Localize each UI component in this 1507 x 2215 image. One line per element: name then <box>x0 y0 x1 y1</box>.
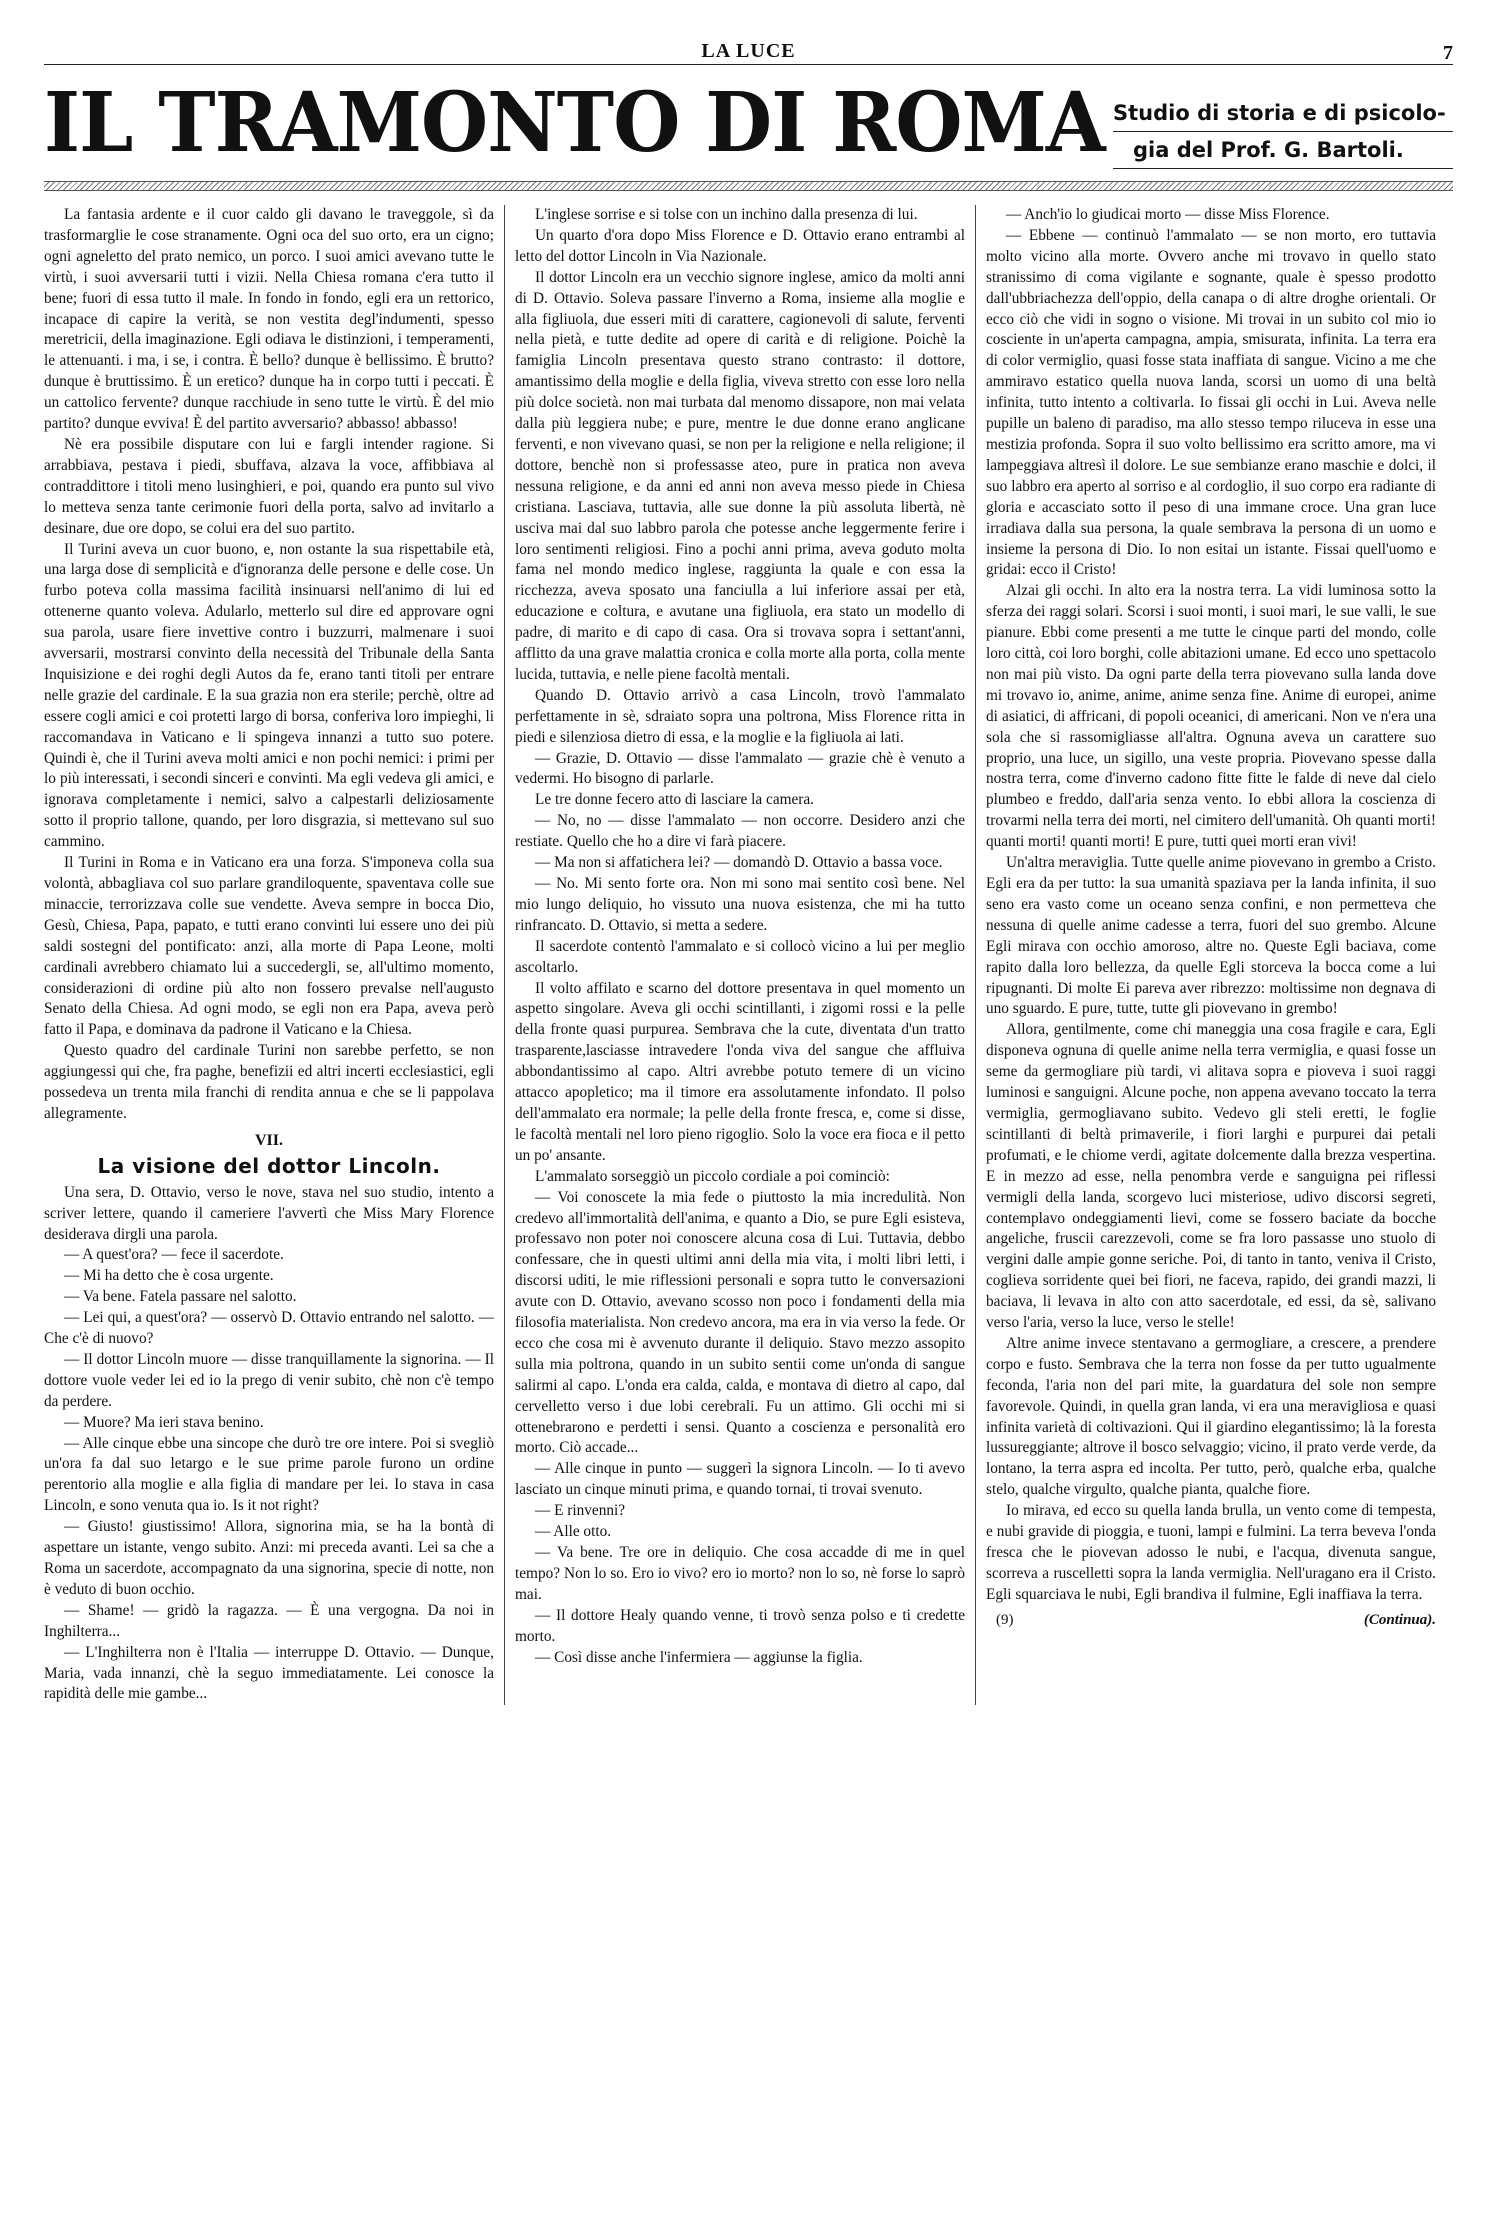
paragraph: Il dottor Lincoln era un vecchio signore inglese, amico da molti anni di D. Ottavio. Soleva passare l'inverno a Roma, insieme alla moglie e alla figliuola, due esseri miti di carattere, cagionevoli di salute, ferventi nella pietà, e tutte dedite ad opere di carità e di religione. Poichè la famiglia Lincoln presentava questo strano contrasto: il dottore, amantissimo della moglie e della figlia, viveva stretto con esse loro nella più dolce società. non mai turbata dal menomo dissapore, non mai velata dalla più leggiera nube; e pure, mentre le due donne erano anglicane ferventi, e non vivevano quasi, se non per la religione e nella religione; il dottore, benchè non si professasse ateo, pure in pratica non aveva nessuna religione, e da anni ed anni non aveva messo piede in Chiesa cristiana. Lasciava, tuttavia, alle sue donne la più assoluta libertà, nè usciva mai dal suo labbro parola che potesse anche leggermente ferire i loro sentimenti religiosi. Fino a pochi anni prima, aveva goduto molta fama nel mondo medico inglese, raggiunta la quale e con essa la ricchezza, aveva sposato una fanciulla a lui inferiore assai per età, educazione e coltura, e avutane una figliuola, era stato un modello di padre, di marito e di capo di casa. Ora si trovava sopra i settant'anni, afflitto da una grave malattia cronica e colla morte alla porta, colla mente lucida, tuttavia, e nelle piene facoltà mentali. <box>515 268 965 683</box>
paragraph: — Alle cinque ebbe una sincope che durò tre ore intere. Poi si svegliò un'ora fa dal suo letargo e le sue prime parole furono un ordine perentorio alla moglie e alla figlia di mandare per lei. Io stava in casa Lincoln, e sono venuta qua io. Is it not right? <box>44 1434 494 1515</box>
column-3 <box>986 205 1436 1705</box>
paragraph: — Muore? Ma ieri stava benino. <box>64 1413 264 1431</box>
paragraph: — No, no — disse l'ammalato — non occorre. Desidero anzi che restiate. Quello che ho a dire vi farà piacere. <box>515 812 965 851</box>
paragraph: Un quarto d'ora dopo Miss Florence e D. Ottavio erano entrambi al letto del dottor Lincoln in Via Nazionale. <box>515 226 965 265</box>
paragraph: — Va bene. Tre ore in deliquio. Che cosa accadde di me in quel tempo? Non lo so. Ero io vivo? ero io morto? non lo so, nè forse lo saprò mai. <box>515 1544 965 1603</box>
paragraph: Il volto affilato e scarno del dottore presentava in quel momento un aspetto singolare. Aveva gli occhi scintillanti, i zigomi rossi e la pelle della fronte quasi purpurea. Sembrava che la cute, diventata d'un tratto trasparente,lasciasse intravedere l'onda viva del sangue che affluiva abbondantissimo al capo. Altri avrebbe potuto temere di un vicino attacco apopletico; ma il timore era assolutamente infondato. Il polso dell'ammalato era normale; la pelle della fronte fresca, e, come si disse, le facoltà mentali nel loro pieno rigoglio. Solo la voce era fioca e il petto un po' ansante. <box>515 979 965 1164</box>
continued-notice: (Continua). <box>1363 1611 1436 1628</box>
paragraph: — Va bene. Fatela passare nel salotto. <box>64 1288 297 1306</box>
column-divider <box>975 205 976 1705</box>
paragraph: Nè era possibile disputare con lui e fargli intender ragione. Si arrabbiava, pestava i piedi, sbuffava, alzava la voce, affibbiava al contraddittore i titoli meno lusinghieri, e poi, quando era punto sul vivo lo metteva senza tante cerimonie fuori della porta, salvo ad invitarlo a desinare, due ore dopo, se colui era del suo partito. <box>44 435 494 537</box>
paragraph: Una sera, D. Ottavio, verso le nove, stava nel suo studio, intento a scriver lettere, quando il cameriere l'avvertì che Miss Mary Florence desiderava dirgli una parola. <box>44 1183 494 1243</box>
head-rule <box>44 64 1453 65</box>
paragraph: — Giusto! giustissimo! Allora, signorina mia, se ha la bontà di aspettare un istante, vengo subito. Anzi: mi preceda avanti. Lei sa che a Roma un sacerdote, accompagnato da una signorina, specie di notte, non è veduto di buon occhio. <box>44 1518 494 1598</box>
paragraph: — L'Inghilterra non è l'Italia — interruppe D. Ottavio. — Dunque, Maria, vada innanzi, chè la seguo immediatamente. Lei conosce la rapidità delle mie gambe... <box>44 1643 494 1703</box>
paragraph: — No. Mi sento forte ora. Non mi sono mai sentito così bene. Nel mio lungo deliquio, ho vissuto una nuova esistenza, che mi ha tutto rinfrancato. D. Ottavio, si metta a sedere. <box>515 875 965 934</box>
subtitle-line-1: Studio di storia e di psicolo- <box>1113 95 1453 132</box>
column-divider <box>504 205 505 1705</box>
paragraph: — Alle cinque in punto — suggerì la signora Lincoln. — Io ti avevo lasciato un cinque minuti prima, e quando tornai, ti trovai svenuto. <box>515 1460 965 1499</box>
paragraph: La fantasia ardente e il cuor caldo gli davano le traveggole, sì da trasformarglie le cose stranamente. Ogni oca del suo orto, era un cigno; ogni agneletto del prato nemico, un porco. I suoi amici avevano tutte le virtù, i suoi avversarii tutti i vizii. Nella Chiesa romana c'era tutto il bene; fuori di essa tutto il male. In fondo in fondo, egli era un rettorico, incapace di capire la verità, se non vestita degl'indumenti, spesso meretricii, della imaginazione. Egli odiava le distinzioni, i temperamenti, le attenuanti. i ma, i se, i contra. È bello? dunque è bellissimo. È brutto? dunque è bruttissimo. È un eretico? dunque ha in corpo tutti i peccati. È un cattolico fervente? dunque racchiude in seno tutte le virtù. È del mio partito? dunque evviva! È del partito avversario? abbasso! abbasso! <box>44 206 494 433</box>
paragraph: Le tre donne fecero atto di lasciare la camera. <box>535 791 815 809</box>
article-columns <box>44 205 1453 1705</box>
paragraph: — Alle otto. <box>535 1523 612 1541</box>
paragraph: — Anch'io lo giudicai morto — disse Miss Florence. <box>1006 206 1330 223</box>
paragraph: — Ma non si affatichera lei? — domandò D. Ottavio a bassa voce. <box>535 854 943 872</box>
subtitle-line-2: gia del Prof. G. Bartoli. <box>1113 132 1453 169</box>
paragraph: L'inglese sorrise e si tolse con un inchino dalla presenza di lui. <box>535 206 918 223</box>
article-subtitle <box>1113 95 1453 169</box>
paragraph: — Grazie, D. Ottavio — disse l'ammalato — grazie chè è venuto a vedermi. Ho bisogno di parlarle. <box>515 749 965 788</box>
section-number: VII. <box>254 1131 283 1149</box>
paragraph: Un'altra meraviglia. Tutte quelle anime piovevano in grembo a Cristo. Egli era da per tutto: la sua umanità spaziava per la landa infinita, il suo seno era vasto come un oceano senza confini, e non permetteva che nessuna di quelle anime cadesse a terra, fuori del suo grembo. Alcune Egli mirava con occhio amoroso, altre no. Queste Egli baciava, come rapito dalla loro bellezza, da quelle Egli storceva la bocca come a lui ripugnanti. Di molte Ei pareva aver ribrezzo: moltissime non degnava di uno sguardo. E pure, tutte, tutte gli piovevano in grembo! <box>986 854 1436 1018</box>
paragraph: Il Turini in Roma e in Vaticano era una forza. S'imponeva colla sua volontà, abbagliava col suo parlare grandiloquente, spaventava colle sue minaccie, terrorizzava colle sue vendette. Aveva sempre in bocca Dio, Gesù, Chiesa, Papa, papato, e tutti erano convinti lui essere uno dei più saldi sostegni del pontificato: anzi, alla morte di Papa Leone, molti cardinali avrebbero chiamato lui a succedergli, se, all'ultimo momento, considerazioni di ordine più alto non fossero prevalse nell'augusto Senato della Chiesa. Ad ogni modo, se egli non era Papa, aveva però fatto il Papa, e dominava da padrone il Vaticano e la Chiesa. <box>44 854 494 1039</box>
column-1 <box>44 205 494 1705</box>
paragraph: L'ammalato sorseggiò un piccolo cordiale a poi cominciò: <box>535 1167 890 1185</box>
paragraph: Alzai gli occhi. In alto era la nostra terra. La vidi luminosa sotto la sferza dei raggi solari. Scorsi i suoi monti, i suoi mari, le sue valli, le sue pianure. Ebbi come presenti a me tutte le cinque parti del mondo, colle loro città, coi loro borghi, colle abitazioni umane. Ed ecco uno spettacolo non mai più visto. Da ogni parte della terra piovevano sulla landa dove mi trovavo io, anime, anime, anime senza fine. Anime di europei, anime di asiatici, di affricani, di popoli oceanici, di americani. Non ve n'era una sola che si rassomigliasse all'altra. Ognuna aveva un carattere suo proprio, una luce, un sigillo, una veste propria. Piovevano spesse dalla nostra terra, come d'inverno cadono fitte fitte le falde di neve dal cielo plumbeo e freddo, dall'aria senza vento. Io ebbi allora la coscienza di trovarmi nella terra dei morti, nel cimitero dell'umanità. Oh quanti morti! quanti morti! quanti morti! E pure, tutti quei morti eran vivi! <box>986 582 1436 851</box>
paragraph: — A quest'ora? — fece il sacerdote. <box>64 1246 284 1264</box>
paragraph: — Mi ha detto che è cosa urgente. <box>64 1267 274 1285</box>
paragraph: — Il dottor Lincoln muore — disse tranquillamente la signorina. — Il dottore vuole veder lei ed io la prego di venir subito, chè non c'è tempo da perdere. <box>44 1350 494 1410</box>
paragraph: — Ebbene — continuò l'ammalato — se non morto, ero tuttavia molto vicino alla morte. Ovvero anche mi trovavo in quello stato stranissimo di coma vigilante e sognante, quale è spesso prodotto dall'ubbriachezza dell'oppio, della canapa o di altre droghe orientali. Or ecco ciò che vidi in sogno o visione. Mi trovai in un subito col mio io cosciente in un'aperta campagna, ampia, smisurata, infinita. La terra era di color vermiglio, quasi fosse stata inaffiata di sangue. Vicino a me che ammiravo estatico quella nuova landa, scorsi un uomo di una beltà infinita, tutto intento a coltivarla. Io fissai gli occhi in Lui. Aveva nelle pupille un baleno di paradiso, ma allo stesso tempo riluceva in esse una mestizia profonda. Sopra il suo volto bellissimo era scritto amore, ma vi lampeggiava altresì il dolore. Le sue sembianze erano maschie e dolci, il suo labbro era aperto al sorriso e al cordoglio, il suo corpo era radiante di gloria e accasciato sotto il peso di una immane croce. Una gran luce irradiava dalla sua persona, la quale sembrava la persona di un uomo e insieme la persona di Dio. Io non esitai un istante. Fissai quell'uomo e gridai: ecco il Cristo! <box>986 226 1436 579</box>
section-title: La visione del dottor Lincoln. <box>97 1153 441 1178</box>
paragraph: Questo quadro del cardinale Turini non sarebbe perfetto, se non aggiungessi qui che, fra paghe, benefizii ed altri incerti ecclesiastici, egli possedeva un trenta mila franchi di rendita annua e che se li pappolava allegramente. <box>44 1042 494 1122</box>
paragraph: Altre anime invece stentavano a germogliare, a crescere, a prendere corpo e fusto. Sembrava che la terra non fosse da per tutto ugualmente feconda, l'aria non del pari mite, la guardatura del sole non sempre favorevole. Quindi, in quella gran landa, vi era una meravigliosa e quasi infinita varietà di coltivazioni. Qui il giardino elegantissimo; là la foresta lussureggiante; altrove il bosco selvaggio; vicino, il prato verde verde, da lontano, la terra aspra ed incolta. Per tutto, però, qualche erba, qualche stelo, qualche virgulto, qualche pianta, qualche fiore. <box>986 1334 1436 1499</box>
paragraph: Allora, gentilmente, come chi maneggia una cosa fragile e cara, Egli disponeva ognuna di quelle anime nella terra vermiglia, e quasi fosse un seme da germogliare più tardi, vi alitava sopra e pioveva i suoi raggi luminosi e sanguigni. Alcune poche, non appena avevano toccato la terra vermiglia, germogliavano subito. Vedevo gli steli eretti, le foglie scintillanti di beltà primaverile, i fiori larghi e purpurei dai petali profumati, e le chiome verdi, agitate dolcemente dalla brezza vespertina. E in mezzo ad esse, nella penombra verde e sanguigna pei riflessi vermigli della landa, scorgevo luci misteriose, udivo discorsi segreti, contemplavo ondeggiamenti lievi, come se fossero baciate da bocche angeliche, fruscii carezzevoli, come se fra loro passasse uno stuolo di vergini dalle ampie gonne seriche. Poi, di tanto in tanto, veniva il Cristo, coglieva sorridente quei bei fiori, ne faceva, rapido, dei grandi mazzi, li baciava, li levava in alto con atto sacerdotale, ed essi, da sè, salivano verso l'aria, verso la luce, verso le stelle! <box>986 1021 1436 1332</box>
running-head <box>44 38 1453 62</box>
paragraph: Io mirava, ed ecco su quella landa brulla, un vento come di tempesta, e nubi gravide di pioggia, e tuoni, lampi e fulmini. La terra beveva l'onda fresca che le piovevan adosso le nubi, e l'acqua, divenuta sangue, scorreva a ruscelletti sopra la landa vermiglia. Nell'uragano era il Cristo. Egli squarciava le nubi, Egli brandiva il fulmine, Egli inaffiava la terra. <box>986 1502 1436 1603</box>
article-title: IL TRAMONTO DI ROMA <box>44 75 1105 171</box>
paragraph: — Lei qui, a quest'ora? — osservò D. Ottavio entrando nel salotto. — Che c'è di nuovo? <box>44 1309 494 1348</box>
page-number: 7 <box>1443 42 1453 64</box>
paragraph: — Shame! — gridò la ragazza. — È una vergogna. Da noi in Inghilterra... <box>44 1601 494 1640</box>
paragraph: — Così disse anche l'infermiera — aggiunse la figlia. <box>535 1648 863 1666</box>
column-2 <box>515 205 965 1705</box>
ornamental-rule <box>44 181 1453 191</box>
masthead <box>44 69 1453 169</box>
journal-name: LA LUCE <box>701 40 796 62</box>
paragraph: — E rinvenni? <box>535 1502 626 1520</box>
paragraph: Il Turini aveva un cuor buono, e, non ostante la sua rispettabile età, una larga dose di semplicità e d'ignoranza delle persone e delle cose. Un furbo poteva colla massima facilità insinuarsi nell'animo di lui ed ottenerne quanto voleva. Adularlo, metterlo sul dire ed approvare ogni sua parola, usare fiere invettive contro i buzzurri, malmenare i suoi avversarii, mostrarsi convinto della necessità del Tribunale della Santa Inquisizione e dei roghi degli Autos da fe, erano tanti titoli per entrare nelle grazie del cardinale. E la sua grazia non era sterile; perchè, oltre ad essere cogli amici e coi protetti largo di borsa, conferiva loro impieghi, li raccomandava in Vaticano e li spingeva innanzi a tutto suo potere. Quindi è, che il Turini aveva molti amici e non pochi nemici: i primi per lo più interessati, i secondi sinceri e convinti. Ma egli vedeva gli amici, e ignorava completamente i nemici, salvo a calpestarli deliziosamente sotto il proprio tallone, quando, per loro disgrazia, si mettevano sul suo cammino. <box>44 540 494 851</box>
column-footer <box>986 1610 1436 1631</box>
paragraph: Quando D. Ottavio arrivò a casa Lincoln, trovò l'ammalato perfettamente in sè, sdraiato sopra una poltrona, Miss Florence ritta in piedi e silenziosa dietro di essa, e la moglie e la figliuola ai lati. <box>515 686 965 746</box>
paragraph: — Voi conoscete la mia fede o piuttosto la mia incredulità. Non credevo all'immortalità dell'anima, e quanto a Dio, se pure Egli esisteva, professavo non poter noi conoscere alcuna cosa di Lui. Tuttavia, debbo confessare, che in questi ultimi anni della mia vita, i molti libri letti, i discorsi uditi, le mie riflessioni personali e sopra tutto le conversazioni avute con D. Ottavio, avevano scosso non poco i fondamenti della mia filosofia materialista. Non credevo ancora, ma era in via verso la fede. Or ecco che cosa mi è avvenuto durante il deliquio. Stavo mezzo assopito sulla mia poltrona, quando in un subito sentii come un'onda di sangue salirmi al capo. L'onda era calda, calda, e montava di dietro al capo, dal cervelletto verso i due lobi cerebrali. Fu un attimo. Gli occhi mi si ottenebrarono e perdetti i sensi. Quanto a coscienza e personalità ero morto. Ciò accade... <box>515 1188 965 1457</box>
paragraph: — Il dottore Healy quando venne, ti trovò senza polso e ti credette morto. <box>515 1606 965 1645</box>
footnote-number: (9) <box>996 1611 1014 1628</box>
paragraph: Il sacerdote contentò l'ammalato e si collocò vicino a lui per meglio ascoltarlo. <box>515 937 965 976</box>
